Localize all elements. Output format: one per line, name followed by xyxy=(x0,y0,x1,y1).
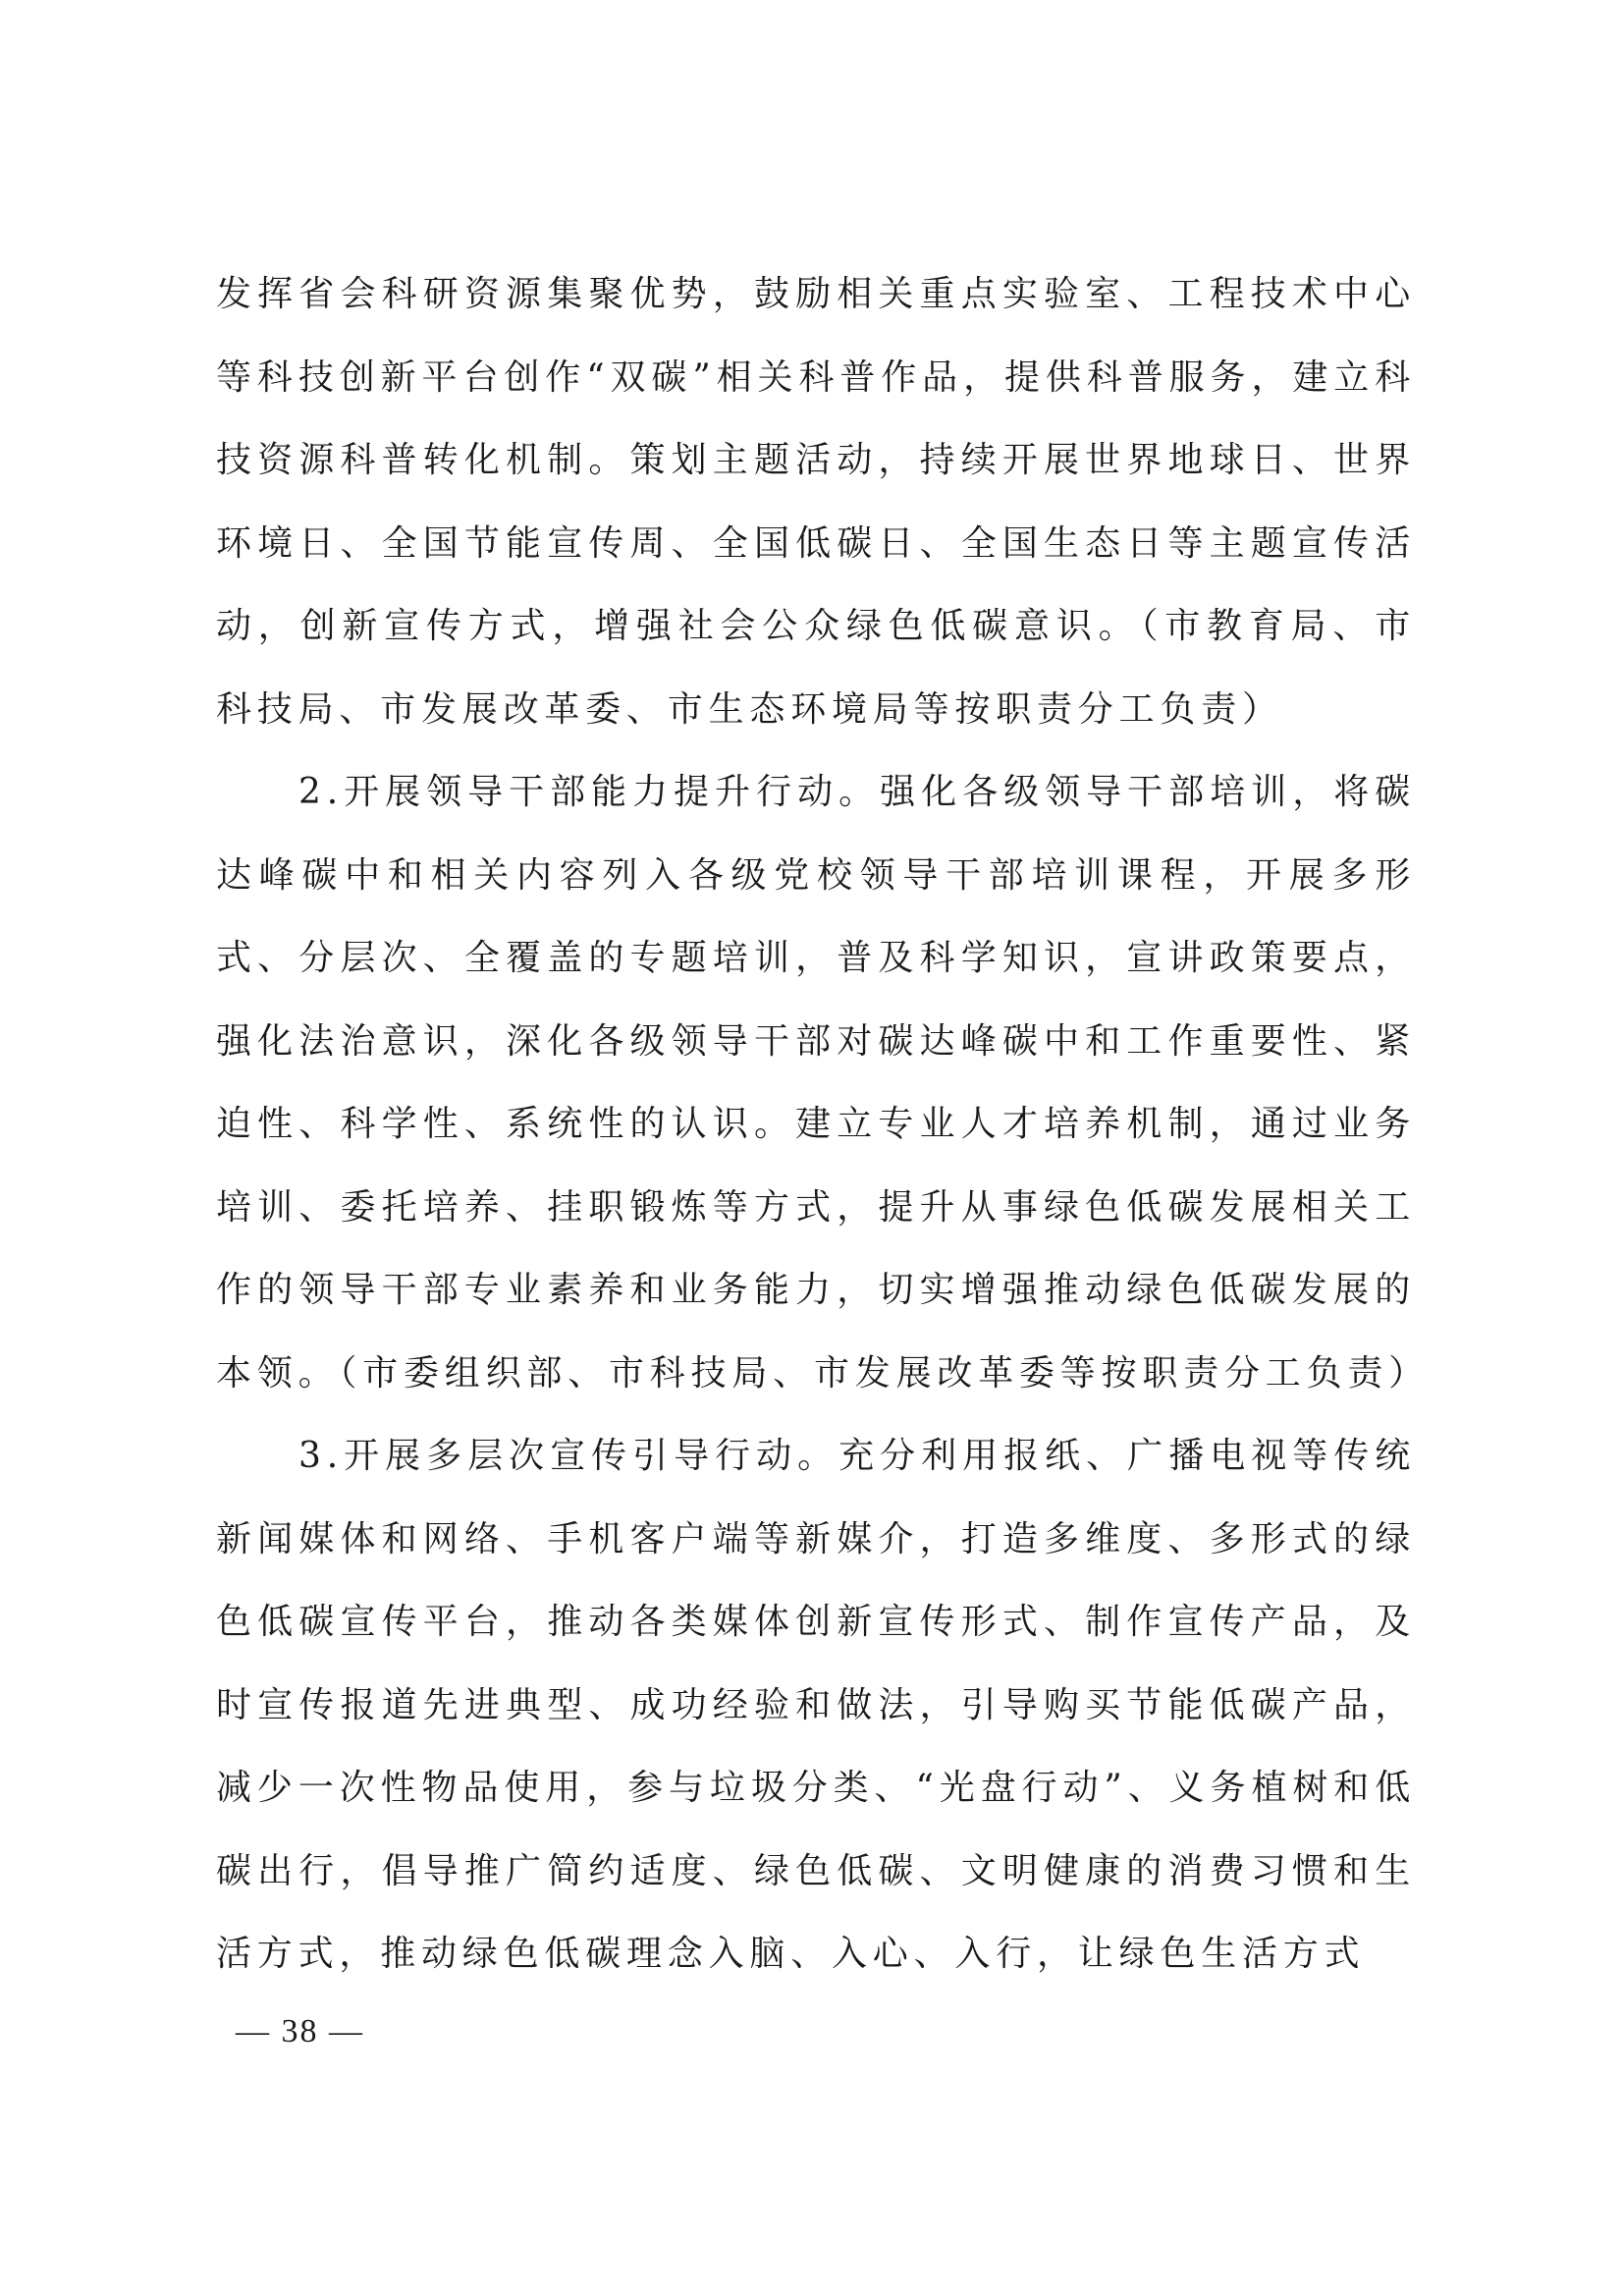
paragraph-item-2: 2.开展领导干部能力提升行动。强化各级领导干部培训，将碳达峰碳中和相关内容列入各级党校领导干部培训课程，开展多形式、分层次、全覆盖的专题培训，普及科学知识，宣讲政策要点，强化法治意识，深化各级领导干部对碳达峰碳中和工作重要性、紧迫性、科学性、系统性的认识。建立专业人才培养机制，通过业务培训、委托培养、挂职锻炼等方式，提升从事绿色低碳发展相关工作的领导干部专业素养和业务能力，切实增强推动绿色低碳发展的本领。（市委组织部、市科技局、市发展改革委等按职责分工负责） xyxy=(216,772,1431,1394)
paragraph-continuation: 发挥省会科研资源集聚优势，鼓励相关重点实验室、工程技术中心等科技创新平台创作“双碳”相关科普作品，提供科普服务，建立科技资源科普转化机制。策划主题活动，持续开展世界地球日、世界环境日、全国节能宣传周、全国低碳日、全国生态日等主题宣传活动，创新宣传方式，增强社会公众绿色低碳意识。（市教育局、市科技局、市发展改革委、市生态环境局等按职责分工负责） xyxy=(216,274,1416,730)
page-number: — 38 — xyxy=(236,2013,364,2050)
paragraph-item-3: 3.开展多层次宣传引导行动。充分利用报纸、广播电视等传统新闻媒体和网络、手机客户端等新媒介，打造多维度、多形式的绿色低碳宣传平台，推动各类媒体创新宣传形式、制作宣传产品，及时宣传报道先进典型、成功经验和做法，引导购买节能低碳产品，减少一次性物品使用，参与垃圾分类、“光盘行动”、义务植树和低碳出行，倡导推广简约适度、绿色低碳、文明健康的消费习惯和生活方式，推动绿色低碳理念入脑、入心、入行，让绿色生活方式 xyxy=(216,1436,1416,1974)
body-text xyxy=(216,253,1431,1996)
